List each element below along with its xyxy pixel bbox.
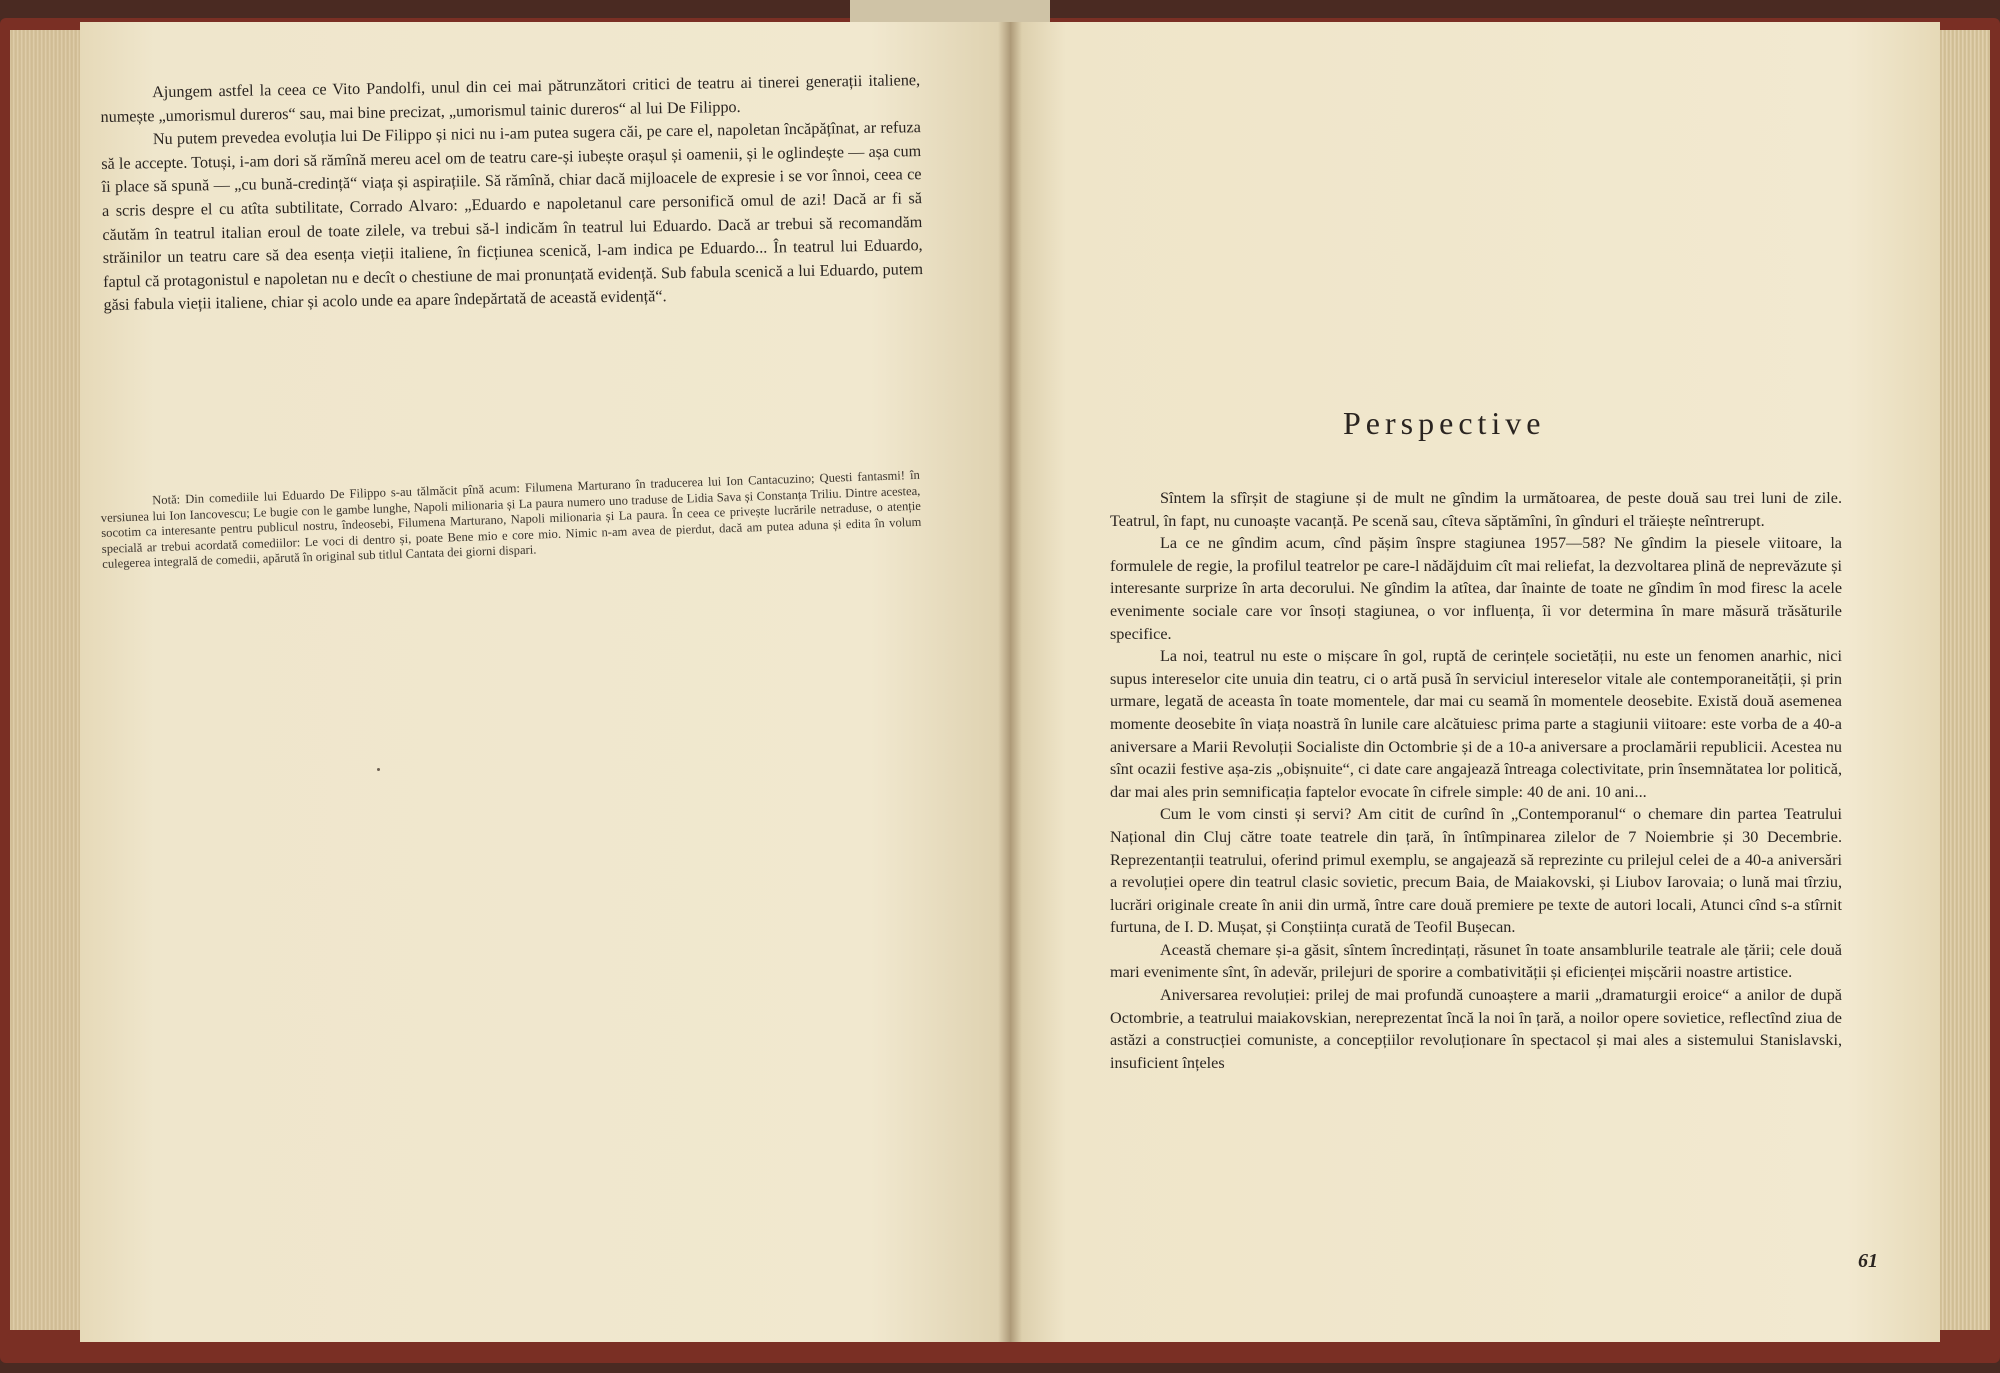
page-number: 61 [1858,1250,1878,1272]
top-binding-strip [850,0,1050,22]
right-paragraph-2: La ce ne gîndim acum, cînd pășim înspre stagiunea 1957—58? Ne gîndim la piesele viitoare, la formulele de regie, la profilul teatrelor pe care-l nădăjduim cît mai reliefat, la dezvoltarea plină de neprevăzute și interesante surprize în arta decorului. Ne gîndim la atîtea, dar înainte de toate ne gîndim în mod firesc la acele evenimente sociale care vor însoți stagiunea, o vor influența, îi vor determina în mare măsură trăsăturile specifice. [1110,534,1842,643]
right-paragraph-3: La noi, teatrul nu este o mișcare în gol, ruptă de cerințele societății, nu este un fenomen anarhic, nici supus intereselor cite unuia din teatru, ci o artă pusă în serviciul intereselor vitale ale contemporaneității, și prin urmare, legată de aceasta în toate momentele, dar mai cu seamă în momentele deosebite. Există două asemenea momente deosebite în viața noastră în lunile care alcătuiesc prima parte a stagiunii viitoare: este vorba de a 40-a aniversare a Marii Revoluții Socialiste din Octombrie și de a 10-a aniversare a proclamării republicii. Acestea nu sînt ocazii festive așa-zis „obișnuite“, ci date care angajează întreaga colectivitate, prin însemnătatea lor politică, dar mai ales prin semnificația faptelor evocate în cifrele simple: 40 de ani. 10 ani... [1110,647,1842,801]
right-paragraph-1: Sîntem la sfîrșit de stagiune și de mult ne gîndim la următoarea, de peste două sau trei luni de zile. Teatrul, în fapt, nu cunoaște vacanță. Pe scenă sau, cîteva săptămîni, în gînduri el trăiește neîntrerupt. [1110,489,1842,530]
left-paragraph-1: Ajungem astfel la ceea ce Vito Pandolfi, unul din cei mai pătrunzători critici de teatru ai tinerei generații italiene, numește „umorismul dureros“ sau, mai bine precizat, „umorismul tainic dureros“ al lui De Filippo. [100,71,921,126]
left-page [80,22,1010,1342]
left-article-text [100,69,924,318]
footnote [100,468,922,573]
right-article-text [1110,487,1842,1074]
right-page [1010,22,1940,1342]
left-paragraph-2: Nu putem prevedea evoluția lui De Filippo și nici nu i-am putea sugera căi, pe care el, napoletan încăpățînat, ar refuza să le accepte. Totuși, i-am dori să rămînă mereu acel om de teatru care-și iubește orașul și oamenii, și le oglindește — așa cum îi place să spună — „cu bună-credință“ viața și aspirațiile. Să rămînă, chiar dacă mijloacele de expresie i se vor înnoi, ceea ce a scris despre el cu atîta subtilitate, Corrado Alvaro: „Eduardo e napoletanul care personifică omul de azi! Dacă ar fi să căutăm în teatrul italian eroul de toate zilele, va trebui să-l indicăm în teatrul lui Eduardo. Dacă ar trebui să recomandăm străinilor un teatru care să dea esența vieții italiene, în ficțiunea scenică, l-am indica pe Eduardo... În teatrul lui Eduardo, faptul că protagonistul e napoletan nu e decît o chestiune de mai pronunțată evidență. Sub fabula scenică a lui Eduardo, putem găsi fabula vieții italiene, chiar și acolo unde ea apare îndepărtată de această evidență“. [101,118,924,315]
footnote-text: Notă: Din comediile lui Eduardo De Filippo s-au tălmăcit pînă acum: Filumena Marturano în traducerea lui Ion Cantacuzino; Questi fantasmi! în versiunea lui Ion Iancovescu; Le bugie con le gambe lunghe, Napoli milionaria și La paura numero uno traduse de Lidia Sava și Constanța Triliu. Dintre acestea, socotim ca interesante pentru publicul nostru, îndeosebi, Filumena Marturano, Napoli milionaria și La paura. În ceea ce privește lucrările netraduse, o atenție specială ar trebui acordată comediilor: Le voci di dentro și, poate Bene mio e core mio. Nimic n-am avea de pierdut, dacă am putea aduna și edita în volum culegerea integrală de comedii, apărută în original sub titlul Cantata dei giorni dispari. [100,467,922,572]
right-paragraph-4: Cum le vom cinsti și servi? Am citit de curînd în „Contemporanul“ o chemare din partea Teatrului Național din Cluj către toate teatrele din țară, în întîmpinarea zilelor de 7 Noiembrie și 30 Decembrie. Reprezentanții teatrului, oferind primul exemplu, se angajează să reprezinte cu prilejul celei de a 40-a aniversări a revoluției opere din teatrul clasic sovietic, precum Baia, de Maiakovski, și Liubov Iarovaia; o lună mai tîrziu, lucrări originale create în anii din urmă, între care două premiere pe texte de autori locali, Atunci cînd s-a stîrnit furtuna, de I. D. Mușat, și Conștiința curată de Teofil Bușecan. [1110,805,1842,937]
right-page-stack [1935,30,1990,1330]
article-title: Perspective [1343,405,1546,441]
right-paragraph-6: Aniversarea revoluției: prilej de mai profundă cunoaștere a marii „dramaturgii eroice“ a anilor de după Octombrie, a teatrului maiakovskian, nereprezentat încă la noi în țară, a noilor opere sovietice, reflectînd ziua de astăzi a construcției comuniste, a concepțiilor revoluționare în spectacol și mai ales a sistemului Stanislavski, insuficient înțeles [1110,986,1842,1072]
right-paragraph-5: Această chemare și-a găsit, sîntem încredințați, răsunet în toate ansamblurile teatrale ale țării; cele două mari evenimente sînt, în adevăr, prilejuri de sporire a combativității și eficienței mișcării noastre artistice. [1110,940,1842,982]
book-gutter [998,22,1022,1342]
ink-dot [377,768,380,771]
left-page-stack [10,30,90,1330]
